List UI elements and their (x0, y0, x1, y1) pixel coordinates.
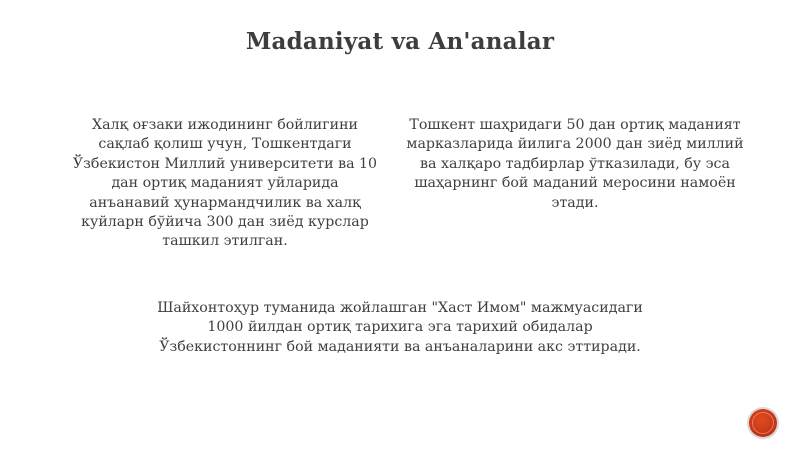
paragraph-bottom: Шайхонтоҳур туманида жойлашган "Хаст Имом" мажмуасидаги 1000 йилдан ортиқ тарихига эга тарихий обидалар Ўзбекистоннинг бой маданияти ва анъаналарини акс эттиради. (157, 300, 643, 355)
circle-nav-icon (752, 412, 774, 434)
slide-nav-button[interactable] (749, 409, 777, 437)
paragraph-left: Халқ оғзаки ижодининг бойлигини сақлаб қолиш учун, Тошкентдаги Ўзбекистон Миллий университети ва 10 дан ортиқ маданият уйларида анъанавий ҳунармандчилик ва халқ куйларн бўйича 300 дан зиёд курслар ташкил этилган. (72, 117, 378, 250)
slide-title: Madaniyat va An'analar (245, 28, 555, 55)
paragraph-right: Тошкент шаҳридаги 50 дан ортиқ маданият марказларида йилига 2000 дан зиёд миллий ва халқаро тадбирлар ўтказилади, бу эса шаҳарнинг бой маданий меросини намоён этади. (406, 117, 744, 211)
